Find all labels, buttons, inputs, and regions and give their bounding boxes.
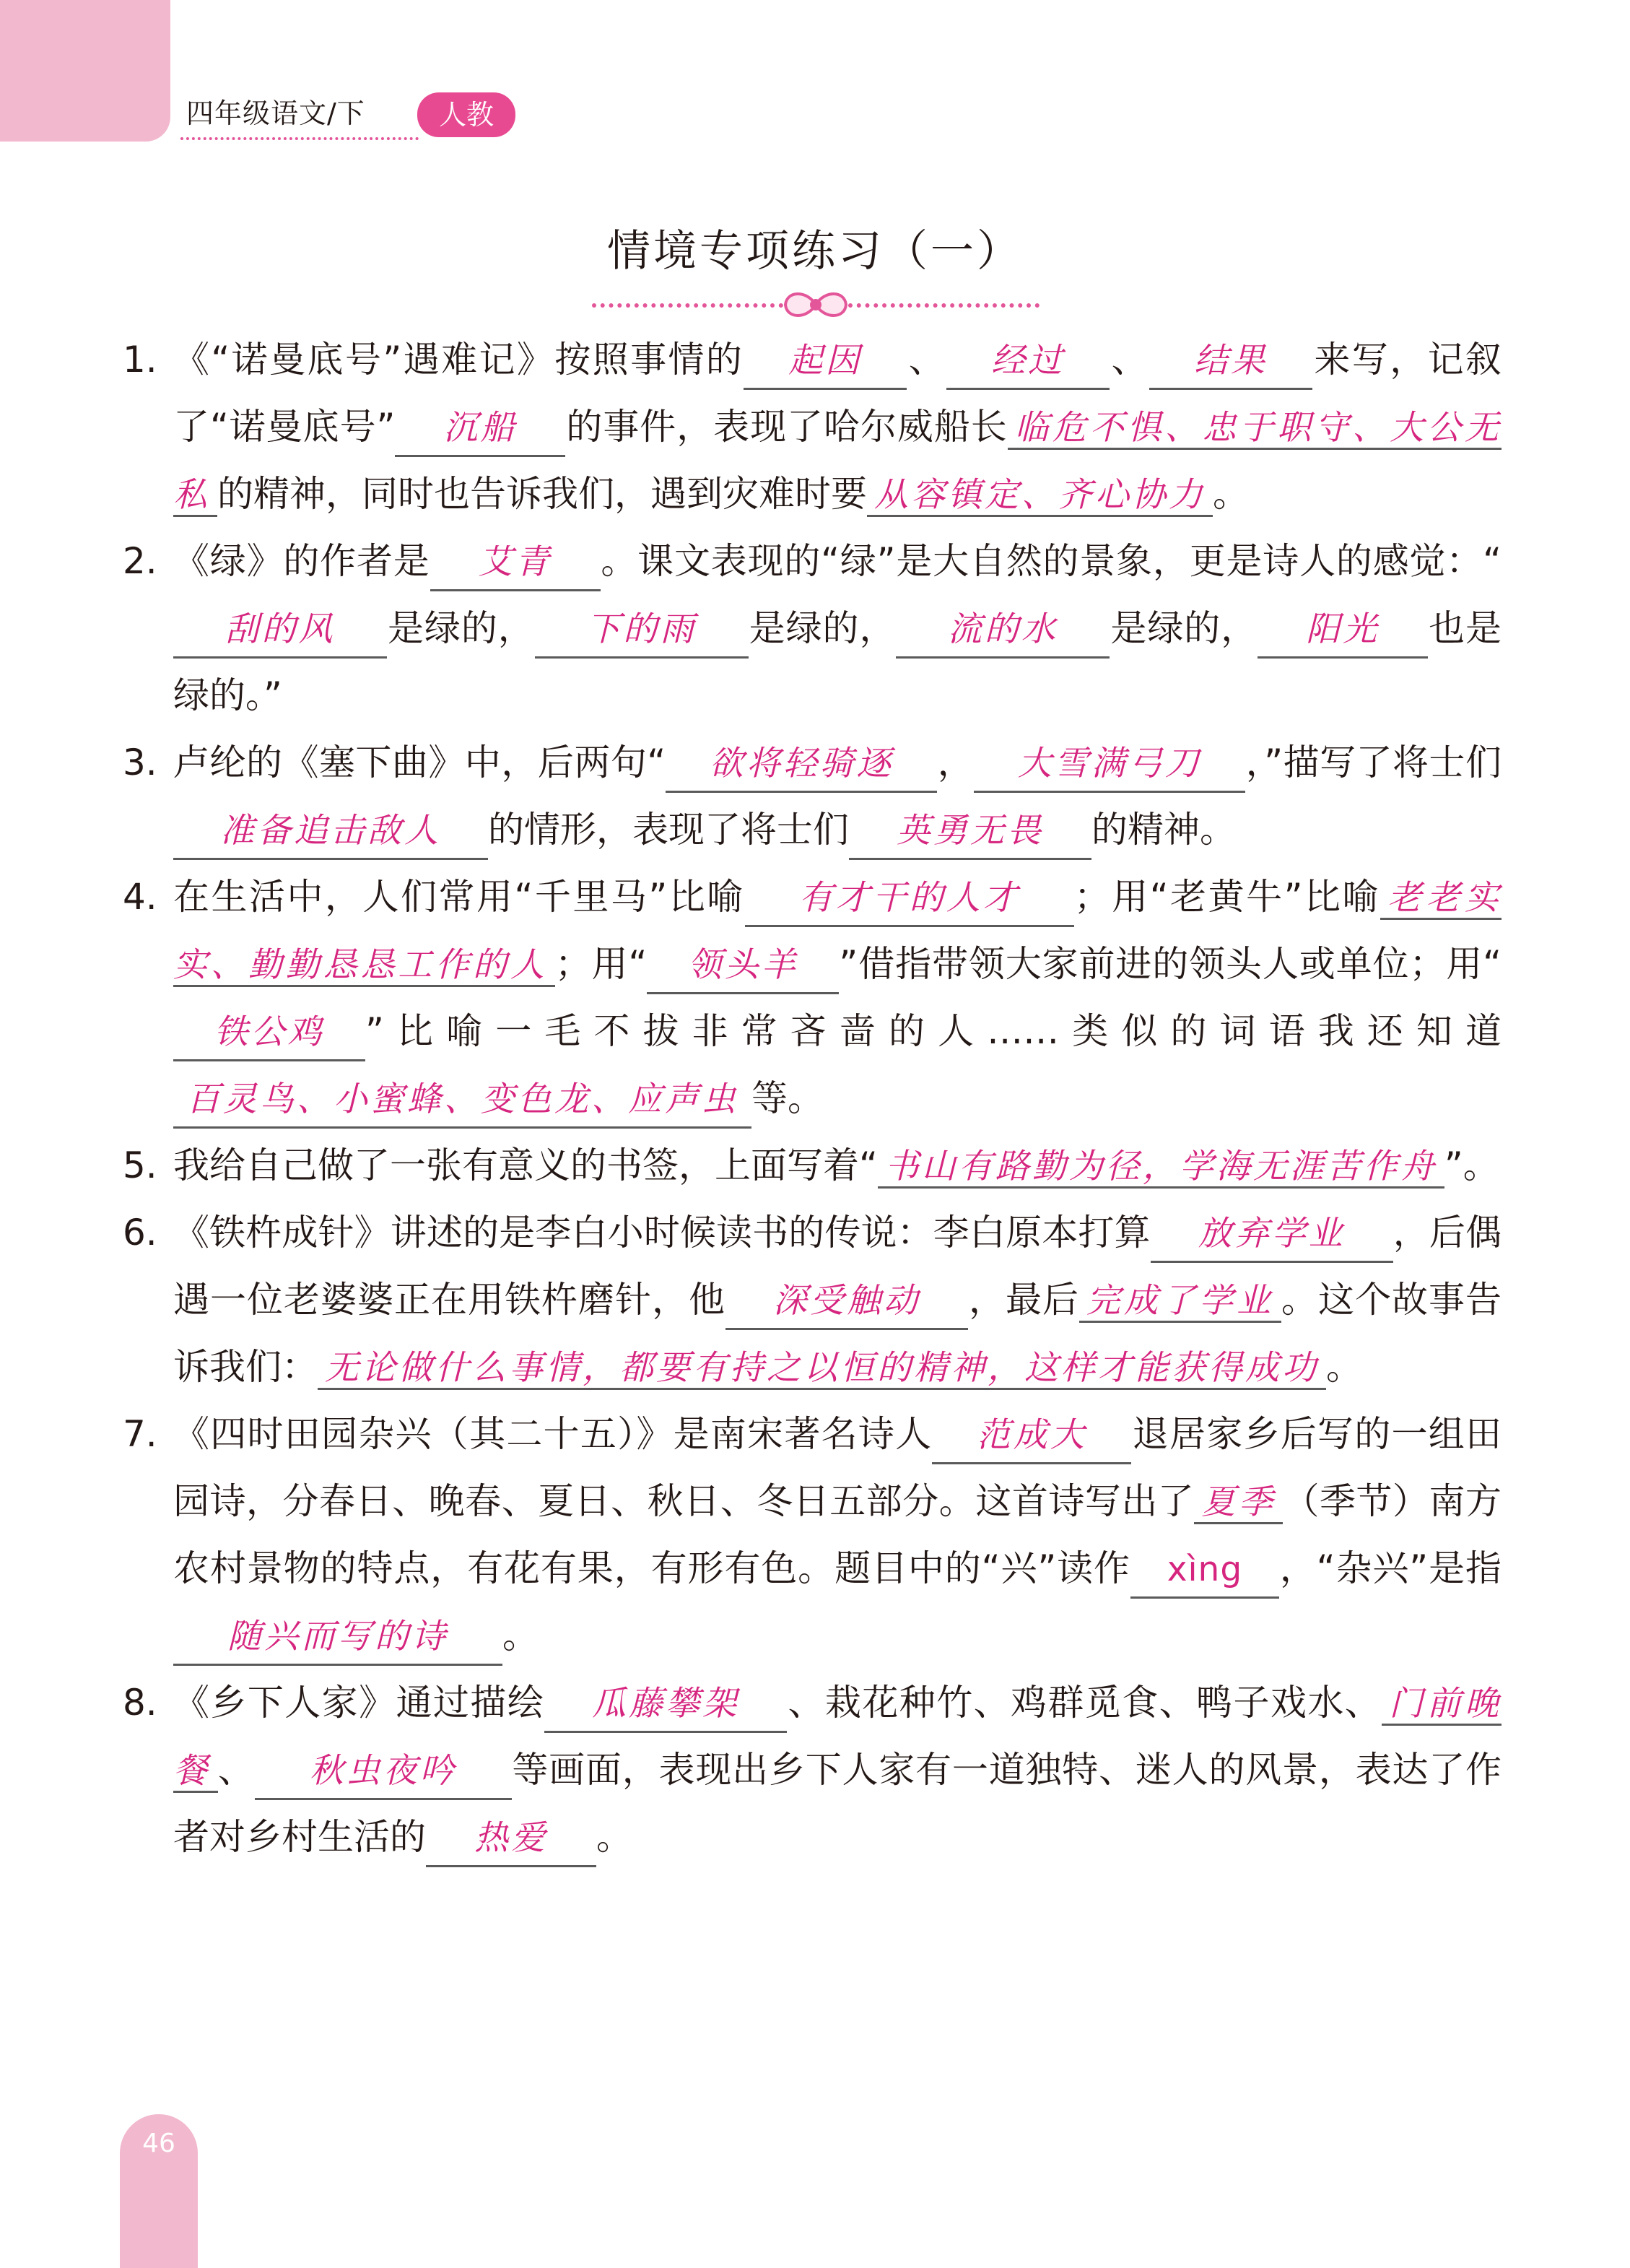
question-text: 、	[907, 339, 947, 381]
answer-blank[interactable]: 领头羊	[647, 939, 839, 994]
answer-blank[interactable]: 铁公鸡	[173, 1006, 365, 1061]
question-text: ；用“老黄牛”比喻	[1073, 876, 1380, 918]
question-5	[123, 1132, 1502, 1199]
question-text: ；用“	[554, 943, 648, 985]
answer-blank[interactable]: 从容镇定、齐心协力	[867, 475, 1213, 517]
question-number: 8.	[123, 1682, 157, 1724]
answer-blank[interactable]: 夏季	[1194, 1482, 1283, 1524]
answer-blank[interactable]: 放弃学业	[1151, 1207, 1393, 1263]
question-text: （季节）南方农村景物的特点，有花有果，有形有色。题目中的“兴”读作	[173, 1480, 1502, 1589]
question-number: 3.	[123, 742, 157, 783]
question-text: 。	[1213, 473, 1249, 515]
answer-blank[interactable]: 流的水	[896, 603, 1110, 659]
question-6	[123, 1199, 1502, 1401]
question-text: 卢纶的《塞下曲》中，后两句“	[173, 742, 666, 783]
header-dotted-underline	[180, 137, 419, 140]
answer-blank[interactable]: 范成大	[932, 1409, 1131, 1464]
answer-blank[interactable]: 刮的风	[173, 603, 387, 659]
question-text: 来写，记叙了“诺曼底号”	[173, 339, 1502, 448]
question-text: 《铁杵成针》讲述的是李白小时候读书的传说：李白原本打算	[173, 1212, 1151, 1254]
page-number: 46	[142, 2129, 175, 2158]
answer-blank[interactable]: xìng	[1130, 1543, 1279, 1599]
bow-icon	[781, 289, 850, 321]
grade-subject-label: 四年级语文/下	[186, 97, 365, 129]
question-text: 等。	[751, 1077, 824, 1119]
question-1	[123, 326, 1502, 528]
question-number: 4.	[123, 876, 157, 918]
question-text: 等画面，表现出乡下人家有一道独特、迷人的风景，表达了作者对乡村生活的	[173, 1749, 1502, 1858]
question-text: ”借指带领大家前进的领头人或单位；用“	[839, 943, 1502, 985]
question-7	[123, 1401, 1502, 1669]
question-text: ”。	[1444, 1144, 1499, 1186]
question-2	[123, 528, 1502, 729]
question-text: 的事件，表现了哈尔威船长	[565, 406, 1008, 448]
question-text: 的情形，表现了将士们	[488, 809, 849, 851]
question-number: 1.	[123, 339, 157, 381]
answer-blank[interactable]: 完成了学业	[1079, 1281, 1281, 1323]
answer-blank[interactable]: 结果	[1149, 334, 1312, 390]
question-text: 《四时田园杂兴（其二十五）》是南宋著名诗人	[173, 1413, 933, 1455]
answer-blank[interactable]: 下的雨	[535, 603, 749, 659]
answer-blank[interactable]: 随兴而写的诗	[173, 1610, 502, 1666]
question-text: ”比喻一毛不拔非常吝啬的人……类似的词语我还知道	[365, 1010, 1502, 1052]
answer-blank[interactable]: 门前晚餐	[173, 1684, 1502, 1793]
question-text: 的精神。	[1091, 809, 1236, 851]
answer-blank[interactable]: 无论做什么事情，都要有持之以恒的精神，这样才能获得成功	[318, 1348, 1326, 1390]
page-title: 情境专项练习（一）	[607, 226, 1023, 277]
question-4	[123, 864, 1502, 1132]
answer-blank[interactable]: 经过	[946, 334, 1110, 390]
question-text: 。	[1326, 1346, 1362, 1388]
title-dots-left	[592, 303, 783, 308]
answer-blank[interactable]: 英勇无畏	[849, 804, 1091, 860]
question-text: ，	[937, 742, 975, 783]
question-text: ，”描写了将士们	[1245, 742, 1502, 783]
question-list	[123, 326, 1502, 1871]
answer-blank[interactable]: 大雪满弓刀	[974, 737, 1245, 793]
question-text: 退居家乡后写的一组田园诗，分春日、晚春、夏日、秋日、冬日五部分。这首诗写出了	[173, 1413, 1502, 1522]
corner-tab	[0, 0, 170, 142]
question-text: 。课文表现的“绿”是大自然的景象，更是诗人的感觉：“	[600, 540, 1502, 582]
answer-blank[interactable]: 瓜藤攀架	[544, 1677, 787, 1733]
answer-blank[interactable]: 热爱	[426, 1812, 596, 1867]
question-text: ，“杂兴”是指	[1278, 1547, 1502, 1589]
answer-blank[interactable]: 艾青	[430, 536, 601, 591]
question-3	[123, 729, 1502, 864]
edition-badge: 人教	[417, 92, 515, 137]
answer-blank[interactable]: 准备追击敌人	[173, 804, 488, 860]
answer-blank[interactable]: 百灵鸟、小蜜蜂、变色龙、应声虫	[173, 1073, 751, 1129]
question-text: 是绿的，	[1110, 607, 1258, 649]
answer-blank[interactable]: 秋虫夜吟	[255, 1745, 512, 1800]
question-number: 6.	[123, 1212, 157, 1254]
question-text: 《乡下人家》通过描绘	[173, 1682, 545, 1724]
title-dots-right	[848, 303, 1040, 308]
question-text: 《绿》的作者是	[173, 540, 430, 582]
question-8	[123, 1669, 1502, 1871]
answer-blank[interactable]: 有才干的人才	[745, 872, 1074, 927]
question-text: ，后偶遇一位老婆婆正在用铁杵磨针，他	[173, 1212, 1502, 1321]
answer-blank[interactable]: 临危不惧、忠于职守、大公无私	[173, 408, 1502, 517]
question-text: 在生活中，人们常用“千里马”比喻	[173, 876, 745, 918]
question-text: 的精神，同时也告诉我们，遇到灾难时要	[217, 473, 867, 515]
title-ornament	[592, 289, 1040, 321]
question-text: 、栽花种竹、鸡群觅食、鸭子戏水、	[787, 1682, 1382, 1724]
answer-blank[interactable]: 阳光	[1258, 603, 1428, 659]
question-number: 5.	[123, 1144, 157, 1186]
answer-blank[interactable]: 老老实实、勤勤恳恳工作的人	[173, 878, 1502, 987]
answer-blank[interactable]: 深受触动	[725, 1274, 968, 1330]
question-number: 7.	[123, 1413, 157, 1455]
answer-blank[interactable]: 书山有路勤为径，学海无涯苦作舟	[878, 1147, 1444, 1189]
question-text: 。这个故事告诉我们：	[173, 1279, 1502, 1388]
question-text: 、	[217, 1749, 255, 1791]
page-number-tab	[120, 2114, 198, 2268]
question-text: 、	[1110, 339, 1149, 381]
answer-blank[interactable]: 欲将轻骑逐	[666, 737, 937, 793]
question-text: 我给自己做了一张有意义的书签，上面写着“	[173, 1144, 878, 1186]
question-text: 也是绿的。”	[173, 607, 1502, 716]
question-text: 《“诺曼底号”遇难记》按照事情的	[173, 339, 744, 381]
question-text: 是绿的，	[748, 607, 897, 649]
question-text: 。	[502, 1615, 539, 1656]
question-text: 。	[596, 1816, 632, 1858]
answer-blank[interactable]: 沉船	[395, 401, 565, 457]
answer-blank[interactable]: 起因	[744, 334, 907, 390]
question-text: ，最后	[968, 1279, 1079, 1321]
question-number: 2.	[123, 540, 157, 582]
question-text: 是绿的，	[387, 607, 535, 649]
